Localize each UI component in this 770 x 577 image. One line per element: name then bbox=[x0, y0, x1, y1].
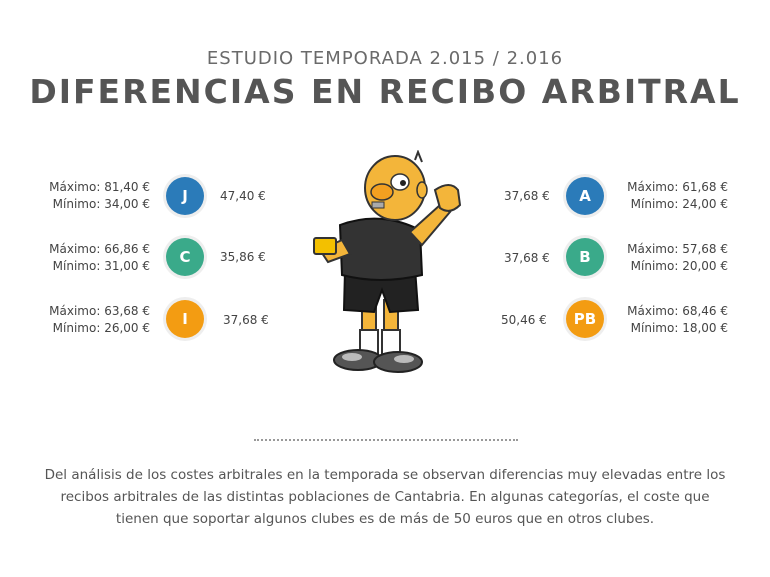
diff-c: 35,86 € bbox=[220, 250, 266, 264]
range-c bbox=[0, 241, 150, 275]
diff-b: 37,68 € bbox=[504, 251, 550, 265]
max-j: Máximo: 81,40 € bbox=[49, 180, 150, 194]
badge-pb: PB bbox=[566, 300, 604, 338]
badge-j: J bbox=[166, 177, 204, 215]
dotted-divider bbox=[254, 439, 518, 441]
min-pb: Mínimo: 18,00 € bbox=[630, 321, 728, 335]
min-a: Mínimo: 24,00 € bbox=[630, 197, 728, 211]
min-j: Mínimo: 34,00 € bbox=[52, 197, 150, 211]
diff-j: 47,40 € bbox=[220, 189, 266, 203]
max-c: Máximo: 66,86 € bbox=[49, 242, 150, 256]
page-title: DIFERENCIAS EN RECIBO ARBITRAL bbox=[29, 72, 741, 111]
range-j bbox=[0, 179, 150, 213]
badge-c: C bbox=[166, 238, 204, 276]
max-pb: Máximo: 68,46 € bbox=[627, 304, 728, 318]
max-b: Máximo: 57,68 € bbox=[627, 242, 728, 256]
min-c: Mínimo: 31,00 € bbox=[52, 259, 150, 273]
summary-paragraph: Del análisis de los costes arbitrales en la temporada se observan diferencias muy elevadas entre los recibos arbitrales de las distintas poblaciones de Cantabria. En algunas categorías, el coste que tienen que soportar algunos clubes es de más de 50 euros que en otros clubes. bbox=[44, 467, 726, 527]
referee-illustration bbox=[300, 150, 475, 385]
min-i: Mínimo: 26,00 € bbox=[52, 321, 150, 335]
range-i bbox=[0, 303, 150, 337]
min-b: Mínimo: 20,00 € bbox=[630, 259, 728, 273]
page-subtitle: ESTUDIO TEMPORADA 2.015 / 2.016 bbox=[206, 48, 564, 69]
diff-i: 37,68 € bbox=[223, 313, 269, 327]
max-a: Máximo: 61,68 € bbox=[627, 180, 728, 194]
diff-a: 37,68 € bbox=[504, 189, 550, 203]
range-a bbox=[578, 179, 728, 213]
badge-b: B bbox=[566, 238, 604, 276]
range-b bbox=[578, 241, 728, 275]
badge-a: A bbox=[566, 177, 604, 215]
badge-i: I bbox=[166, 300, 204, 338]
diff-pb: 50,46 € bbox=[501, 313, 547, 327]
max-i: Máximo: 63,68 € bbox=[49, 304, 150, 318]
range-pb bbox=[578, 303, 728, 337]
